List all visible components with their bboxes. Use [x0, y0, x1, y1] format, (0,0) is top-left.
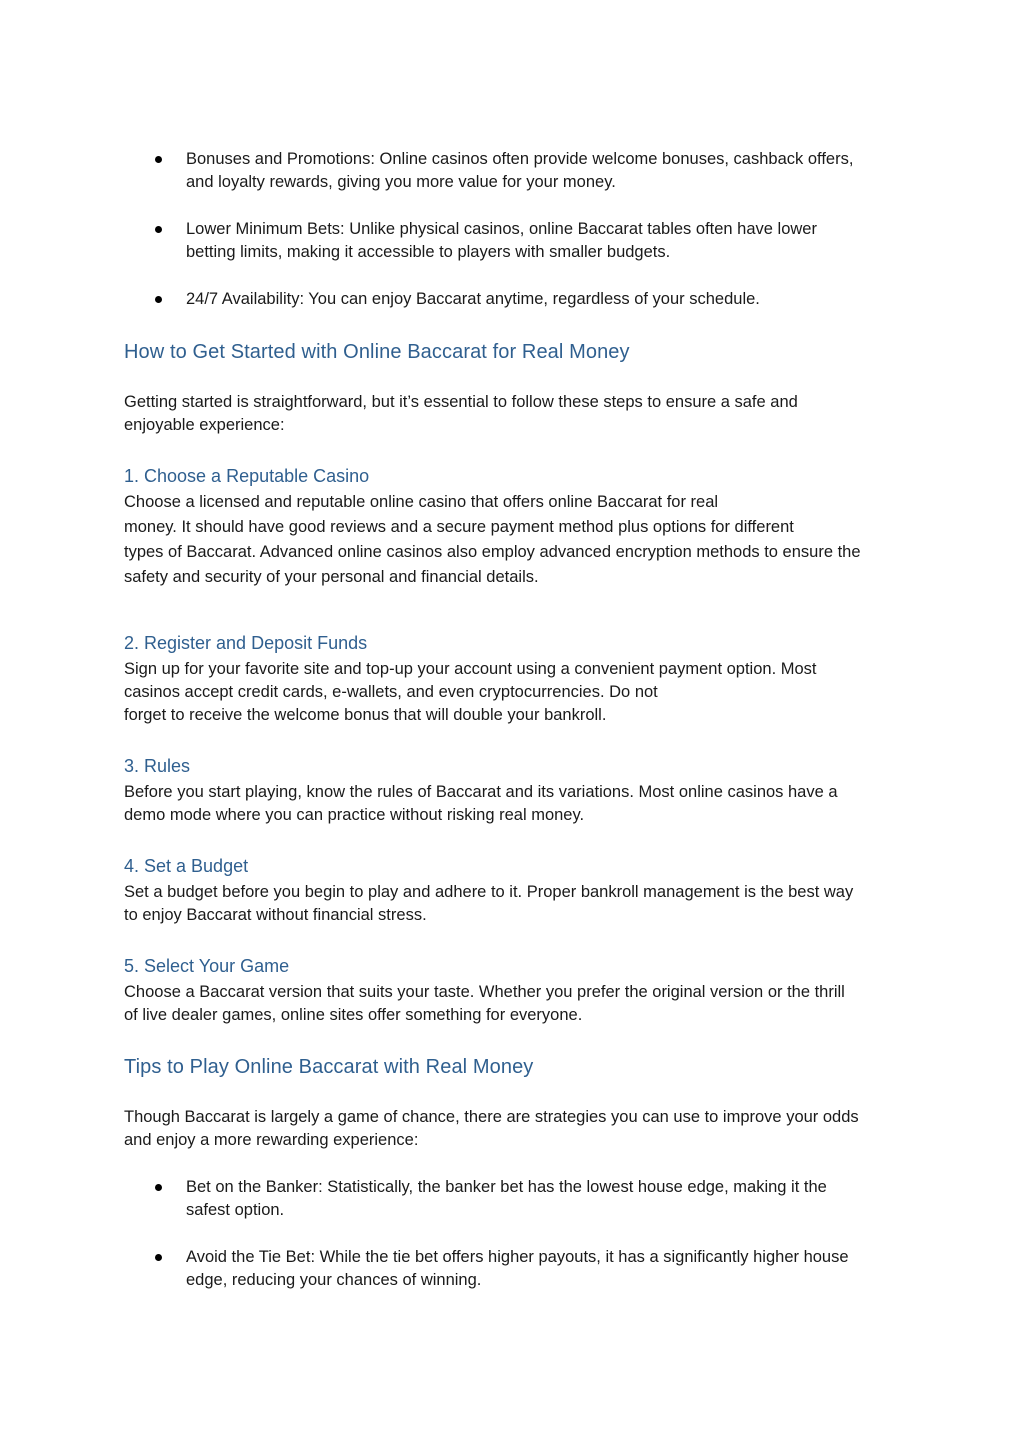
list-item: [124, 148, 904, 194]
step-heading-3: 3. Rules: [124, 756, 191, 776]
bullet-icon: [155, 156, 162, 163]
paragraph-line: Though Baccarat is largely a game of chance, there are strategies you can use to improve your odds: [124, 1108, 859, 1126]
section-heading-tips: Tips to Play Online Baccarat with Real Money: [124, 1056, 534, 1078]
list-item: [124, 288, 904, 311]
bullet-icon: [155, 296, 162, 303]
list-item-text: and loyalty rewards, giving you more value for your money.: [186, 173, 616, 191]
paragraph-line: Before you start playing, know the rules of Baccarat and its variations. Most online casinos have a: [124, 783, 838, 801]
paragraph-line: Getting started is straightforward, but it’s essential to follow these steps to ensure a safe and: [124, 393, 798, 411]
step-body-3: [124, 781, 909, 827]
step-body-4: [124, 881, 909, 927]
step-heading-4: 4. Set a Budget: [124, 856, 249, 876]
step-heading-2: 2. Register and Deposit Funds: [124, 633, 368, 653]
step-heading-5: 5. Select Your Game: [124, 956, 290, 976]
list-item: [124, 1176, 904, 1222]
bullet-icon: [155, 1184, 162, 1191]
list-item-text: Avoid the Tie Bet: While the tie bet offers higher payouts, it has a significantly higher house: [186, 1248, 849, 1266]
bullet-icon: [155, 1254, 162, 1261]
paragraph-line: casinos accept credit cards, e-wallets, and even cryptocurrencies. Do not: [124, 683, 658, 701]
list-item-text: safest option.: [186, 1201, 285, 1219]
paragraph-line: Choose a licensed and reputable online casino that offers online Baccarat for real: [124, 493, 719, 511]
paragraph-line: enjoyable experience:: [124, 416, 285, 434]
step-body-1: [124, 490, 909, 590]
section-heading-get-started: How to Get Started with Online Baccarat for Real Money: [124, 341, 630, 363]
paragraph-line: demo mode where you can practice without risking real money.: [124, 806, 585, 824]
list-item-text: Lower Minimum Bets: Unlike physical casinos, online Baccarat tables often have lower: [186, 220, 817, 238]
paragraph-line: Sign up for your favorite site and top-up your account using a convenient payment option. Most: [124, 660, 817, 678]
paragraph-line: money. It should have good reviews and a secure payment method plus options for different: [124, 518, 794, 536]
paragraph-line: Choose a Baccarat version that suits your taste. Whether you prefer the original version or the thrill: [124, 983, 845, 1001]
list-item: [124, 1246, 904, 1292]
bullet-icon: [155, 226, 162, 233]
paragraph-line: Set a budget before you begin to play and adhere to it. Proper bankroll management is the best way: [124, 883, 854, 901]
tips-intro: [124, 1106, 909, 1152]
list-item-text: Bonuses and Promotions: Online casinos often provide welcome bonuses, cashback offers,: [186, 150, 854, 168]
paragraph-line: and enjoy a more rewarding experience:: [124, 1131, 419, 1149]
list-item-text: betting limits, making it accessible to players with smaller budgets.: [186, 243, 671, 261]
step-body-5: [124, 981, 909, 1027]
tips-list: [124, 1176, 904, 1316]
paragraph-line: forget to receive the welcome bonus that will double your bankroll.: [124, 706, 607, 724]
list-item: [124, 218, 904, 264]
paragraph-line: types of Baccarat. Advanced online casinos also employ advanced encryption methods to ensure the: [124, 543, 861, 561]
list-item-text: Bet on the Banker: Statistically, the banker bet has the lowest house edge, making it the: [186, 1178, 827, 1196]
list-item-text: edge, reducing your chances of winning.: [186, 1271, 482, 1289]
paragraph-line: safety and security of your personal and financial details.: [124, 568, 539, 586]
step-body-2: [124, 658, 909, 727]
section-intro: [124, 391, 909, 437]
paragraph-line: to enjoy Baccarat without financial stress.: [124, 906, 427, 924]
paragraph-line: of live dealer games, online sites offer something for everyone.: [124, 1006, 583, 1024]
list-item-text: 24/7 Availability: You can enjoy Baccarat anytime, regardless of your schedule.: [186, 290, 760, 308]
step-heading-1: 1. Choose a Reputable Casino: [124, 466, 370, 486]
benefits-list: [124, 148, 904, 335]
